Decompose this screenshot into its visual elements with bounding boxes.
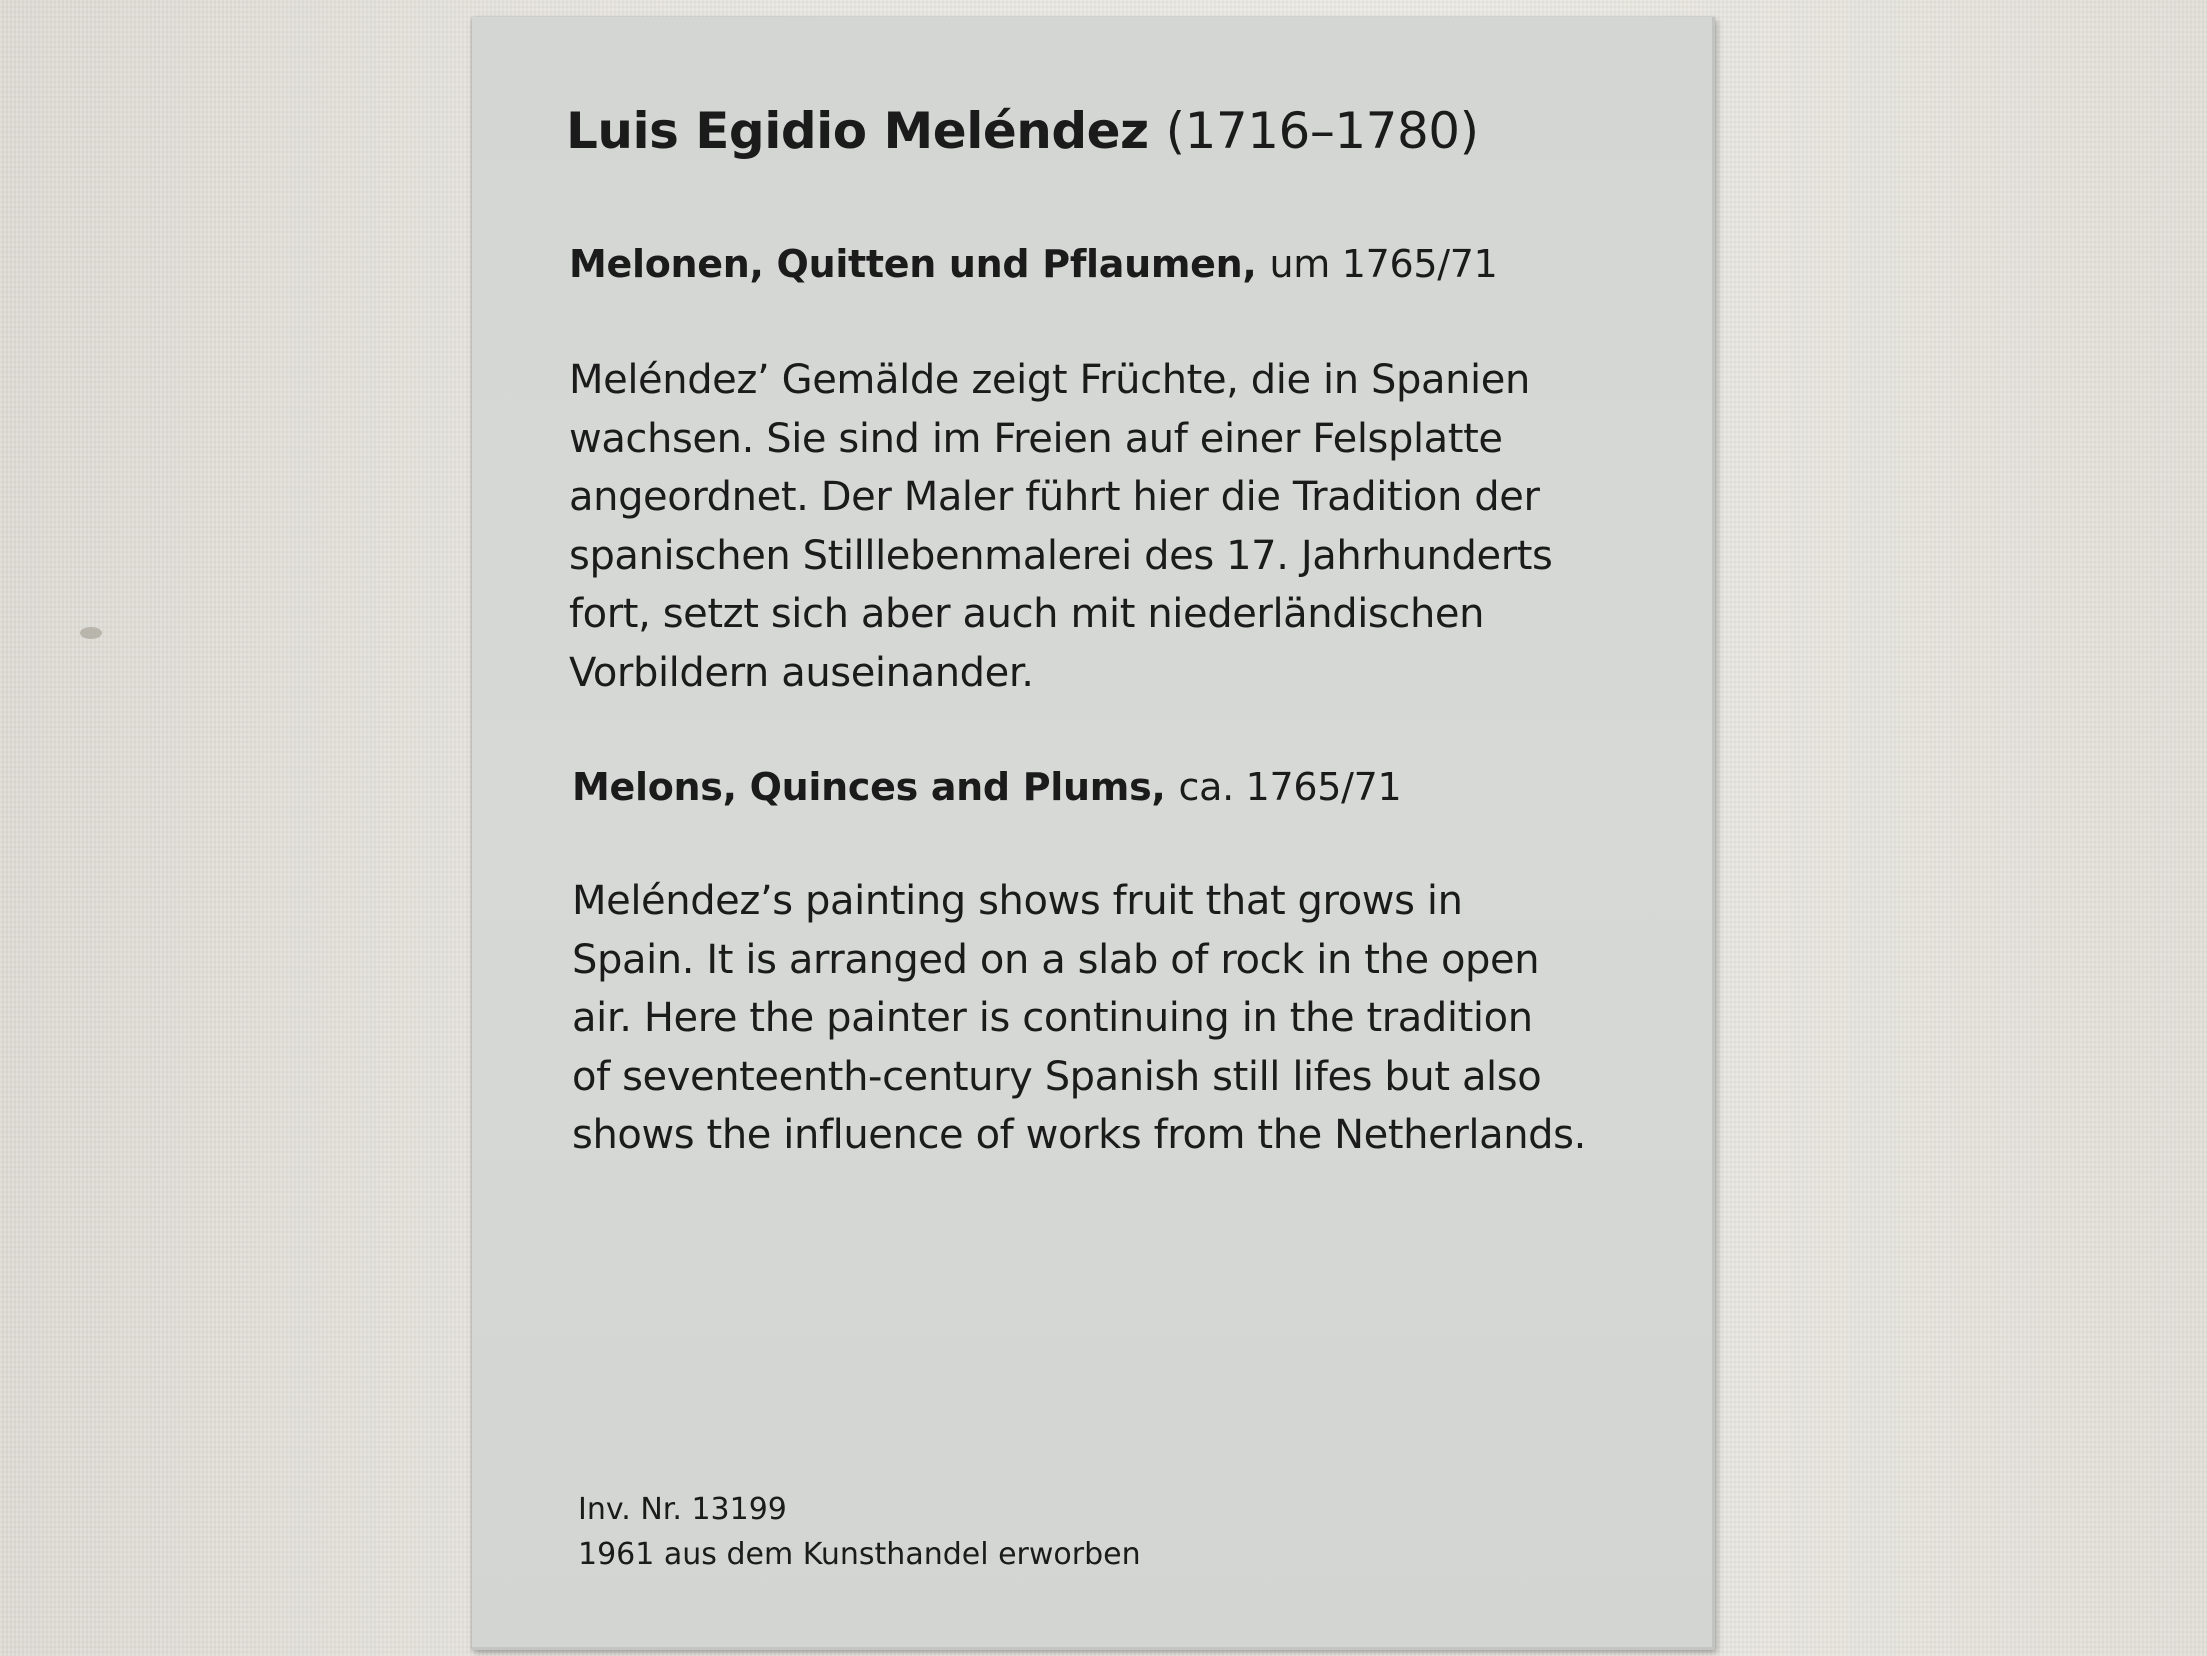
english-title-text: Melons, Quinces and Plums,	[572, 765, 1166, 809]
german-date: um 1765/71	[1269, 242, 1498, 286]
german-description-line: fort, setzt sich aber auch mit niederländischen	[569, 591, 1485, 637]
english-description	[572, 872, 1586, 1165]
wall-mark	[80, 627, 102, 639]
english-description-line: shows the influence of works from the Netherlands.	[572, 1112, 1586, 1158]
english-description-line: Spain. It is arranged on a slab of rock in the open	[572, 936, 1540, 983]
german-description-line: wachsen. Sie sind im Freien auf einer Felsplatte	[569, 415, 1503, 462]
artist-dates: (1716–1780)	[1165, 102, 1479, 160]
german-description-line: spanischen Stilllebenmalerei des 17. Jahrhunderts	[569, 532, 1553, 579]
german-title	[569, 242, 1498, 286]
english-description-line: of seventeenth-century Spanish still lifes but also	[572, 1053, 1542, 1100]
artist-name: Luis Egidio Meléndez	[566, 102, 1149, 160]
german-title-text: Melonen, Quitten und Pflaumen,	[569, 242, 1257, 286]
german-description-line: Vorbildern auseinander.	[569, 649, 1034, 696]
museum-label-card	[472, 17, 1715, 1650]
inventory-number: Inv. Nr. 13199	[578, 1492, 787, 1527]
artist-heading	[566, 102, 1479, 160]
english-date: ca. 1765/71	[1178, 765, 1402, 809]
provenance-note: 1961 aus dem Kunsthandel erworben	[578, 1537, 1141, 1572]
english-description-line: Meléndez’s painting shows fruit that grows in	[572, 878, 1463, 924]
german-description-line: Meléndez’ Gemälde zeigt Früchte, die in Spanien	[569, 357, 1530, 403]
label-footer	[578, 1487, 1141, 1577]
german-description-line: angeordnet. Der Maler führt hier die Tradition der	[569, 474, 1540, 520]
german-description	[569, 351, 1552, 702]
english-title	[572, 765, 1401, 809]
english-description-line: air. Here the painter is continuing in the tradition	[572, 995, 1533, 1041]
